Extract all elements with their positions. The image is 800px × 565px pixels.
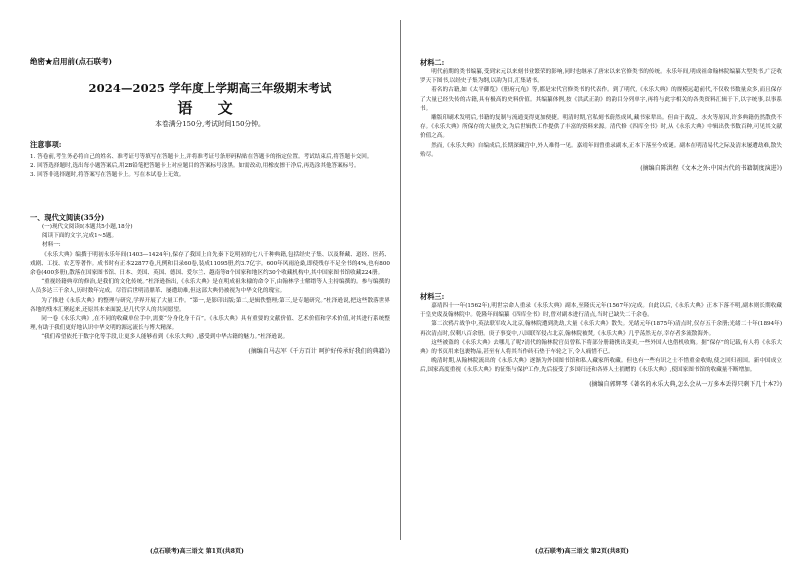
material-label: 材料二: (420, 58, 445, 67)
paragraph: “重视经籍典章的修治,是我们的文化传统。”杜泽逊指出,《永乐大典》是在明成祖朱棣的命令下,由翰林学士解缙等人主持编撰的。参与编撰的人员多达三千余人,历时数年完成。尽管后世明清鼎革、屡遭劫难,但这部大典仍被视为中华文化的瑰宝。 (30, 279, 390, 295)
section-heading: 一、现代文阅读(35分) (30, 213, 105, 222)
notice-item: 2. 回答选择题时,选出每小题答案后,用2B铅笔把答题卡上对应题目的答案标号涂黑。如需改动,用橡皮擦干净后,再选涂其他答案标号。 (30, 163, 360, 170)
notice-item: 1. 答卷前,考生务必将自己的姓名、准考证号等填写在答题卡上,并将准考证号条形码粘贴在答题卡的指定位置。考试结束后,将答题卡交回。 (30, 154, 373, 160)
paragraph: 为了推进《永乐大典》的整理与研究,学界开展了大量工作。“第一,是影印出版;第二,是辑佚整理;第三,是专题研究。”杜泽逊说,把这些散落世界各地的残本汇聚起来,还原其本来面貌,是几代学人的共同愿望。 (30, 297, 390, 313)
paragraph: 这些被盗的《永乐大典》去哪儿了呢?清代的翰林院官员曾私下将部分册籍携出变卖,一些外国人也借机收购。据“保存”的记载,有人将《永乐大典》的书页用来包裹物品,甚至有人将其当作砖石垫于车轮之下,令人痛惜不已。 (420, 339, 782, 356)
subsection-heading: (一)现代文阅读Ⅰ(本题共5小题,18分) (42, 224, 133, 230)
paragraph: 雕版印刷术发明后,书籍的复制与流通变得更加便捷。明清时期,官私刻书蔚然成风,藏书家辈出。但由于战乱、水火等原因,许多典籍仍然散佚不存。《永乐大典》所保存的大量佚文,为后世辑佚工作提供了丰富的资料来源。清代修《四库全书》时,从《永乐大典》中辑出佚书数百种,可见其文献价值之高。 (420, 115, 782, 140)
notice-heading: 注意事项: (30, 140, 62, 149)
notice-item: 3. 回答非选择题时,将答案写在答题卡上。写在本试卷上无效。 (30, 172, 185, 179)
material-label: 材料一: (42, 242, 61, 249)
subject-title: 语 文 (177, 99, 243, 117)
source-citation: (摘编自郭辉琴《著名的永乐大典,怎么会从一万多本丢得只剩下几十本?》) (589, 380, 782, 388)
paragraph: 着名的古籍,如《太平御览》《册府元龟》等,都是宋代官修类书的代表作。到了明代,《永乐大典》的规模远超前代,不仅收书数量众多,而且保存了大量已经失传的古籍,具有极高的史料价值。其编纂体例,按《洪武正韵》的韵目分列单字,再将与此字相关的各类资料汇辑于下,以字统事,以事系书。 (420, 87, 782, 112)
source-citation: (摘编自陈洪程《文本之外:中国古代的书籍制度演进》) (640, 165, 782, 173)
score-line: 本卷满分150分,考试时间150分钟。 (155, 120, 265, 128)
paragraph: 晚清时期,从翰林院流出的《永乐大典》逐渐为外国图书馆和私人藏家所收藏。但也有一些有识之士不惜重金收购,使之回归祖国。新中国成立后,国家高度重视《永乐大典》的征集与保护工作,先后接受了多国归还和各界人士捐赠的《永乐大典》,使国家图书馆的收藏量不断增加。 (420, 358, 782, 374)
footer-left: (点石联考)高三语文 第1页(共8页) (150, 548, 244, 555)
material-label: 材料三: (420, 292, 445, 301)
secret-label: 绝密★启用前(点石联考) (30, 57, 113, 66)
material2-block (420, 58, 782, 172)
section1-block (30, 213, 390, 355)
paragraph: 同一卷《永乐大典》,在不同的收藏单位手中,需要“分身化身千百”。《永乐大典》具有重要的文献价值、艺术价值和学术价值,对其进行系统整理,有助于我们更好地认识中华文明的源远流长与博大精深。 (30, 316, 390, 332)
paragraph: 嘉靖四十一年(1562年),明世宗命人重录《永乐大典》副本,至隆庆元年(1567年)完成。自此以后,《永乐大典》正本下落不明,副本则长期收藏于皇史宬及翰林院中。乾隆年间编纂《四库全书》时,曾对副本进行清点,当时已缺失二千余卷。 (420, 303, 782, 319)
paragraph: 第二次鸦片战争中,英法联军攻入北京,翰林院遭到洗劫,大量《永乐大典》散失。光绪元年(1875年)清点时,仅存五千余册;光绪二十年(1894年)再次清点时,仅剩八百余册。庚子事变中,八国联军侵占北京,翰林院被焚,《永乐大典》几乎荡然无存,幸存者多流散海外。 (420, 321, 782, 337)
paragraph: 明代前期的类书编纂,受到宋元以来刻书业繁荣的影响,同时也继承了唐宋以来官修类书的传统。永乐年间,明成祖命翰林院编纂大型类书,广泛收罗天下图书,以经史子集为纲,以韵为目,汇集诸书。 (420, 69, 782, 85)
material3-block (420, 292, 782, 388)
footer-right: (点石联考)高三语文 第2页(共8页) (535, 548, 629, 555)
paragraph: 《永乐大典》编撰于明初永乐年间(1403—1424年),保存了我国上自先秦下讫明初的七八千种典籍,包括经史子集、以及释藏、道经、医药、戏剧、工技、农艺等著作。成书时有正本22877卷,凡例和目录60卷,装成11095册,约3.7亿字。600年风雨沧桑,即使残存不足全书的4%,也有800余卷(400多册),散落在国家图书馆、日本、美国、英国、德国、爱尔兰、越南等8个国家和地区约30个收藏机构中,其中国家图书馆收藏224册。 (30, 251, 390, 277)
exam-title: 2024—2025 学年度上学期高三年级期末考试 (88, 81, 332, 95)
notice-block (30, 140, 390, 181)
paragraph: “我们希望依托于数字化等手段,让更多人能够看到《永乐大典》,感受到中华古籍的魅力。”杜泽逊说。 (41, 334, 289, 341)
instruction: 阅读下面的文字,完成1~5题。 (42, 233, 118, 240)
column-divider (400, 20, 401, 540)
paragraph: 然而,《永乐大典》自编成后,长期深藏宫中,外人难得一见。嘉靖年间曾重录副本,正本下落至今成谜。副本在明清易代之际及清末屡遭劫难,散失殆尽。 (420, 142, 782, 158)
source-citation: (摘编自马志军《千方百计 呵护好传承好我们的典籍》) (248, 347, 390, 355)
